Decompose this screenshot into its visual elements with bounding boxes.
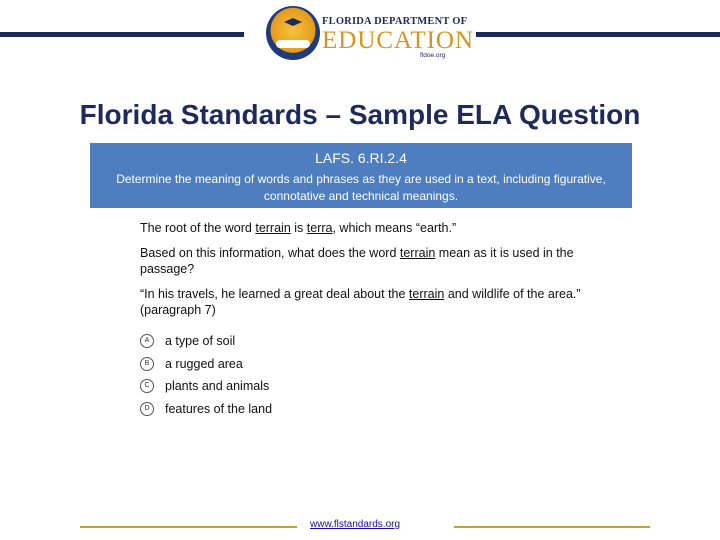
logo-top-text: FLORIDA DEPARTMENT OF [322, 16, 468, 27]
choice-text: a type of soil [165, 334, 236, 349]
question-quote: “In his travels, he learned a great deal about the terrain and wildlife of the area.” (paragraph 7) [140, 287, 581, 317]
footer-rule-right [454, 526, 650, 528]
footer-link[interactable]: www.flstandards.org [310, 519, 401, 530]
logo-url-text: fldoe.org [420, 52, 446, 59]
standard-description: Determine the meaning of words and phrases as they are used in a text, including figurative, connotative and technical meanings. [116, 172, 606, 203]
sample-question [140, 220, 590, 420]
choice-bubble-icon[interactable]: C [140, 379, 154, 393]
choice-bubble-icon[interactable]: B [140, 357, 154, 371]
header-rule-left [0, 32, 244, 37]
answer-choice[interactable] [140, 375, 590, 398]
answer-choice[interactable] [140, 398, 590, 421]
choice-text: a rugged area [165, 356, 243, 371]
underlined-word: terrain [408, 287, 445, 301]
standard-code: LAFS. 6.RI.2.4 [315, 150, 407, 166]
answer-choices [140, 330, 590, 420]
choice-bubble-icon[interactable]: D [140, 402, 154, 416]
logo-main-text: EDUCATION [322, 27, 475, 54]
page-title: Florida Standards – Sample ELA Question [79, 99, 641, 130]
underlined-word: terrain [399, 246, 436, 260]
seal-icon [266, 6, 320, 60]
underlined-word: terra [306, 221, 333, 235]
fldoe-logo [266, 6, 475, 66]
footer-rule-left [80, 526, 297, 528]
answer-choice[interactable] [140, 353, 590, 376]
standard-box [90, 143, 632, 208]
answer-choice[interactable] [140, 330, 590, 353]
question-root-line: The root of the word terrain is terra, which means “earth.” [140, 221, 457, 235]
choice-text: features of the land [165, 401, 273, 416]
header-rule-right [476, 32, 720, 37]
choice-text: plants and animals [165, 379, 270, 394]
underlined-word: terrain [255, 221, 291, 235]
question-prompt: Based on this information, what does the word terrain mean as it is used in the passage? [140, 246, 574, 276]
choice-bubble-icon[interactable]: A [140, 334, 154, 348]
